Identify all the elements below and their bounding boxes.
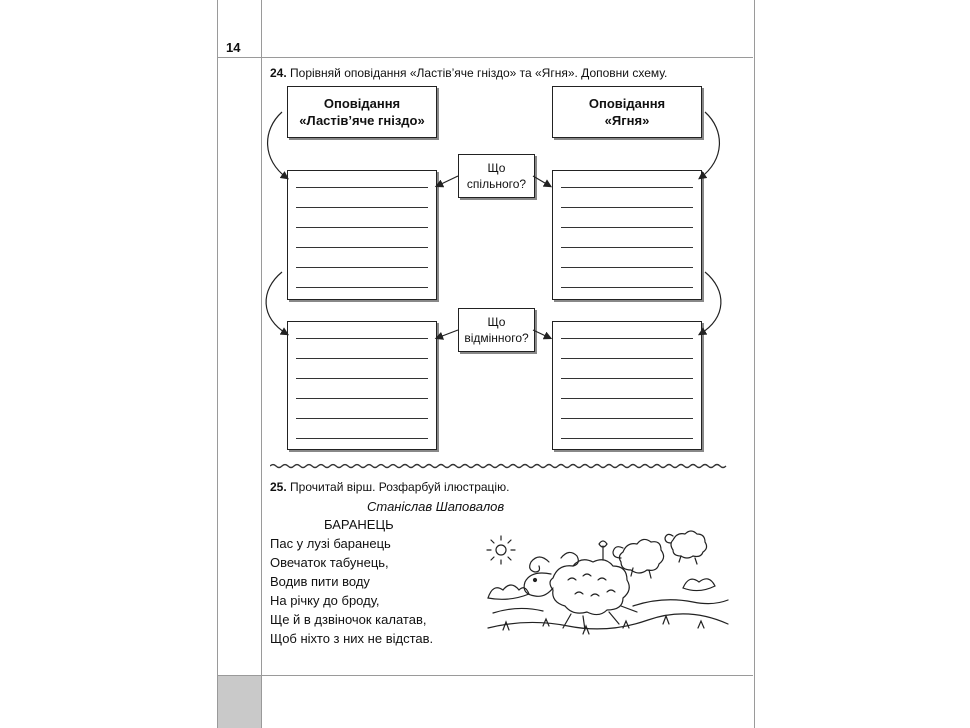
right-header-line2: «Ягня» bbox=[604, 113, 650, 128]
small-sheep bbox=[613, 539, 664, 578]
bush bbox=[488, 585, 529, 599]
small-sheep bbox=[665, 531, 707, 564]
page-number: 14 bbox=[226, 40, 241, 55]
sheep-illustration[interactable] bbox=[483, 518, 733, 643]
poem-author: Станіслав Шаповалов bbox=[367, 499, 505, 514]
arrow-right-header-down bbox=[700, 112, 719, 178]
bush bbox=[683, 579, 715, 591]
task-25-text: Прочитай вірш. Розфарбуй ілюстрацію. bbox=[290, 480, 510, 494]
common-question-line2: спільного? bbox=[466, 177, 527, 191]
flower-icon bbox=[599, 541, 607, 560]
arrow-left-common-down bbox=[266, 272, 287, 334]
poem-line: Овечаток табунець, bbox=[270, 555, 389, 570]
left-header-line2: «Ластів’яче гніздо» bbox=[299, 113, 425, 128]
arrow-common-left bbox=[437, 176, 458, 186]
task-25-title bbox=[270, 480, 509, 494]
sun-icon bbox=[487, 536, 515, 564]
poem-text bbox=[270, 534, 433, 648]
arrow-difference-left bbox=[437, 330, 458, 338]
arrow-difference-right bbox=[533, 330, 550, 338]
main-sheep bbox=[524, 552, 637, 630]
wavy-divider bbox=[270, 463, 728, 469]
common-question-line1: Що bbox=[487, 161, 506, 175]
arrow-left-header-down bbox=[268, 112, 287, 178]
poem-title: БАРАНЕЦЬ bbox=[324, 517, 394, 532]
difference-question-line2: відмінного? bbox=[464, 331, 529, 345]
poem-line: Щоб ніхто з них не відстав. bbox=[270, 631, 434, 646]
poem-line: Водив пити воду bbox=[270, 574, 370, 589]
poem-line: Пас у лузі баранець bbox=[270, 536, 391, 551]
poem-line: На річку до броду, bbox=[270, 593, 380, 608]
task-24-number: 24. bbox=[270, 66, 287, 80]
left-header-line1: Оповідання bbox=[323, 96, 401, 111]
difference-question-line1: Що bbox=[487, 315, 506, 329]
task-25-number: 25. bbox=[270, 480, 287, 494]
arrow-right-common-down bbox=[700, 272, 721, 334]
right-header-line1: Оповідання bbox=[588, 96, 666, 111]
arrow-common-right bbox=[533, 176, 550, 186]
ground-line bbox=[488, 614, 728, 629]
poem-line: Ще й в дзвіночок калатав, bbox=[270, 612, 427, 627]
task-24-text: Порівняй оповідання «Ластів’яче гніздо» та «Ягня». Доповни схему. bbox=[290, 66, 668, 80]
